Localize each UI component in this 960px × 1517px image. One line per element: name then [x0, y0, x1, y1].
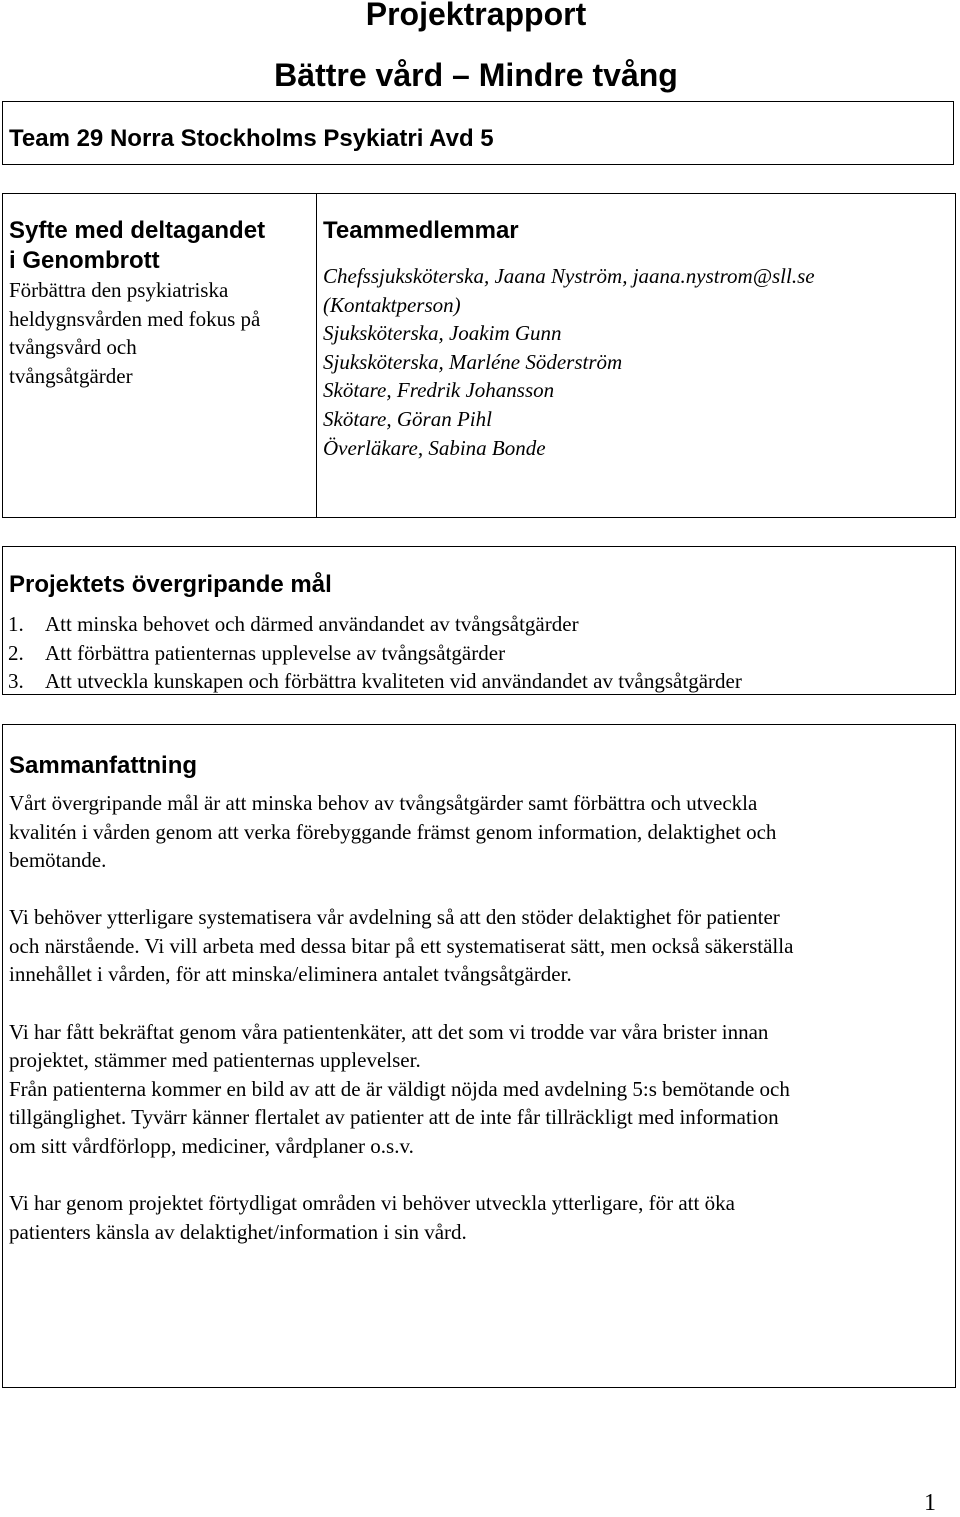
member-item: Skötare, Fredrik Johansson [323, 378, 555, 403]
purpose-heading-line: Syfte med deltagandet [9, 217, 266, 244]
purpose-text-line: heldygnsvården med fokus på [9, 306, 261, 331]
summary-line: Vi behöver ytterligare systematisera vår avdelning så att den stöder delaktighet för patienter [9, 905, 780, 930]
purpose-heading-line: i Genombrott [9, 247, 160, 274]
summary-line: projektet, stämmer med patienternas upplevelser. [9, 1048, 421, 1073]
summary-line: bemötande. [9, 848, 107, 873]
summary-line: Vi har fått bekräftat genom våra patientenkäter, att det som vi trodde var våra brister innan [9, 1019, 769, 1044]
goal-number: 1. [8, 612, 24, 636]
summary-paragraph [9, 1018, 949, 1161]
summary-line: innehållet i vården, för att minska/eliminera antalet tvångsåtgärder. [9, 962, 572, 987]
document-title: Projektrapport [365, 0, 587, 32]
summary-line: kvalitén i vården genom att verka förebyggande främst genom information, delaktighet och [9, 819, 777, 844]
goals-heading: Projektets övergripande mål [9, 571, 332, 598]
paragraph-gap [9, 875, 949, 904]
member-item: Sjuksköterska, Joakim Gunn [323, 321, 562, 346]
goal-number: 3. [8, 669, 24, 694]
summary-paragraph [9, 1189, 949, 1246]
summary-box [2, 724, 956, 1388]
goal-item [6, 610, 742, 639]
purpose-text [9, 276, 309, 390]
table-divider [316, 194, 317, 517]
member-item: Chefssjuksköterska, Jaana Nyström, jaana.nystrom@sll.se [323, 264, 815, 288]
page-number: 1 [924, 1490, 936, 1516]
team-box [2, 101, 954, 165]
goal-text: Att förbättra patienternas upplevelse av tvångsåtgärder [45, 640, 506, 665]
goal-item [6, 667, 742, 696]
summary-body [9, 789, 949, 1246]
member-item: Skötare, Göran Pihl [323, 406, 492, 431]
member-item: (Kontaktperson) [323, 292, 461, 317]
goal-number: 2. [8, 640, 24, 665]
member-item: Sjuksköterska, Marléne Söderström [323, 349, 623, 374]
goal-item [6, 639, 742, 668]
goal-text: Att minska behovet och därmed användandet av tvångsåtgärder [45, 612, 579, 636]
goal-text: Att utveckla kunskapen och förbättra kvaliteten vid användandet av tvångsåtgärder [45, 669, 742, 694]
summary-paragraph [9, 903, 949, 989]
summary-heading: Sammanfattning [9, 752, 198, 779]
summary-line: och närstående. Vi vill arbeta med dessa bitar på ett systematiserat sätt, men också säkerställa [9, 933, 794, 958]
team-name: Team 29 Norra Stockholms Psykiatri Avd 5 [9, 125, 494, 152]
members-list [323, 262, 953, 462]
purpose-text-line: tvångsåtgärder [9, 363, 133, 388]
summary-line: Vårt övergripande mål är att minska behov av tvångsåtgärder samt förbättra och utveckla [9, 791, 758, 815]
summary-line: Vi har genom projektet förtydligat områden vi behöver utveckla ytterligare, för att öka [9, 1191, 735, 1216]
purpose-heading [9, 216, 309, 276]
team-info-table [2, 193, 956, 518]
members-column [323, 216, 953, 462]
members-heading: Teammedlemmar [323, 217, 519, 244]
summary-paragraph [9, 789, 949, 875]
summary-line: Från patienterna kommer en bild av att de är väldigt nöjda med avdelning 5:s bemötande och [9, 1076, 790, 1101]
member-item: Överläkare, Sabina Bonde [323, 435, 546, 460]
summary-line: om sitt vårdförlopp, mediciner, vårdplaner o.s.v. [9, 1133, 414, 1158]
purpose-text-line: tvångsvård och [9, 335, 137, 359]
summary-line: tillgänglighet. Tyvärr känner flertalet av patienter att de inte får tillräckligt med information [9, 1105, 779, 1130]
paragraph-gap [9, 989, 949, 1018]
summary-line: patienters känsla av delaktighet/information i sin vård. [9, 1219, 467, 1244]
purpose-column [9, 216, 309, 390]
goals-list [6, 610, 742, 696]
paragraph-gap [9, 1161, 949, 1190]
purpose-text-line: Förbättra den psykiatriska [9, 278, 229, 302]
document-subtitle: Bättre vård – Mindre tvång [274, 57, 678, 93]
